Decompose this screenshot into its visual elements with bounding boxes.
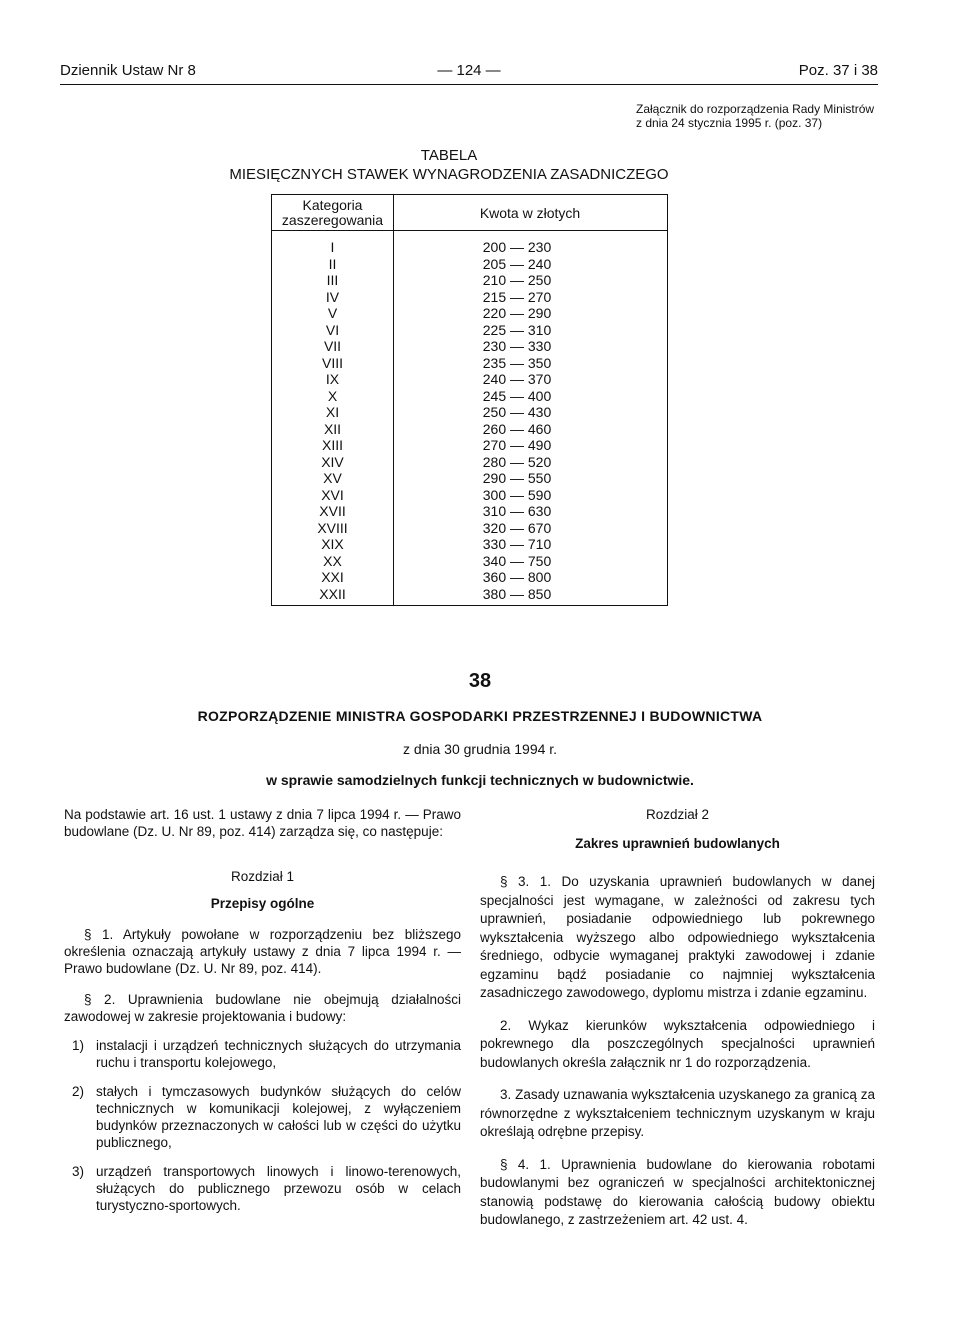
table-row [272,371,667,388]
table-row [272,239,667,256]
category-cell: IX [325,371,340,387]
category-cell: I [330,239,335,255]
wage-table [271,194,668,606]
table-row [272,404,667,421]
amount-cell: 300 — 590 [482,486,552,503]
amount-cell: 215 — 270 [482,288,552,305]
table-row [272,569,667,586]
regulation-subject: w sprawie samodzielnych funkcji technicznych w budownictwie. [266,772,694,788]
category-cell: XIII [321,437,343,453]
table-row [272,586,667,603]
table-title-line2: MIESIĘCZNYCH STAWEK WYNAGRODZENIA ZASADNICZEGO [229,166,669,183]
amount-cell: 320 — 670 [482,519,552,536]
category-cell: VII [323,338,342,354]
category-cell: X [327,387,338,404]
table-row [272,421,667,438]
header-rule [60,84,878,85]
amount-cell: 245 — 400 [482,387,552,404]
amount-cell: 200 — 230 [482,239,552,255]
list-item-number: 2) [72,1084,85,1099]
list-item [64,1037,461,1071]
table-row [272,338,667,355]
table-body [272,239,667,602]
list-item-number: 3) [72,1164,85,1179]
amount-cell: 310 — 630 [482,503,552,519]
header-category: Kategoria zaszeregowania [281,197,384,228]
paragraph-3-1: § 3. 1. Do uzyskania uprawnień budowlanych w danej specjalności jest wymagane, w zależności od zakresu tych uprawnień, posiadanie odpowiedniego lub pokrewnego wykształcenia wyższego albo odpowiedniego wykształcenia średniego, odbycie wymaganej praktyki zawodowej i zdanie egzaminu bądź posiadanie co najmniej wykształcenia zasadniczego zawodowego, dyplomu mistrza i zdanie egzaminu. [480,874,875,1000]
amount-cell: 230 — 330 [482,338,552,354]
position-numbers: Poz. 37 i 38 [798,62,878,79]
regulation-date: z dnia 30 grudnia 1994 r. [402,741,558,757]
table-row [272,503,667,520]
category-cell: XV [323,470,342,486]
table-row [272,305,667,322]
table-row [272,553,667,570]
category-cell: V [327,305,338,321]
table-row [272,536,667,553]
amount-cell: 290 — 550 [482,470,552,486]
table-title [60,146,878,184]
amount-cell: 360 — 800 [482,569,552,585]
amount-cell: 210 — 250 [482,272,552,288]
category-cell: XX [323,552,342,569]
amount-cell: 380 — 850 [482,585,552,602]
amount-cell: 220 — 290 [482,305,552,321]
category-cell: XI [325,404,340,420]
chapter-2-title: Zakres uprawnień budowlanych [575,835,780,851]
category-cell: XVIII [317,519,348,536]
journal-name: Dziennik Ustaw Nr 8 [60,62,196,79]
category-cell: VIII [321,354,343,371]
paragraph-4-1: § 4. 1. Uprawnienia budowlane do kierowania robotami budowlanymi bez ograniczeń w specjalności architektonicznej stanowią podstawę do kierowania całością budowy obiektu budowlanego, z zastrzeżeniem art. 42 ust. 4. [480,1156,875,1227]
table-title-line1: TABELA [420,147,478,164]
list-item [64,1163,461,1214]
table-row [272,256,667,273]
amount-cell: 240 — 370 [482,371,552,387]
regulation-number: 38 [468,670,492,692]
table-row [272,487,667,504]
list-item-number: 1) [72,1038,85,1053]
exclusion-list [64,1037,461,1214]
amount-cell: 260 — 460 [482,420,552,437]
right-column [480,806,875,1230]
category-cell: XVII [319,503,346,519]
table-row [272,322,667,339]
amount-cell: 340 — 750 [482,552,552,569]
amount-cell: 280 — 520 [482,453,552,470]
category-cell: XXII [319,585,346,602]
chapter-1-title: Przepisy ogólne [210,896,315,911]
list-item-text: stałych i tymczasowych budynków służących do celów technicznych w komunikacji kolejowej, z wyłączeniem budynków przeznaczonych w całości lub w części do użytku publicznego, [96,1084,461,1150]
paragraph-1: § 1. Artykuły powołane w rozporządzeniu bez bliższego określenia oznaczają artykuły ustawy z dnia 7 lipca 1994 r. — Prawo budowlane (Dz. U. Nr 89, poz. 414). [64,927,461,976]
category-cell: II [328,255,337,272]
table-row [272,388,667,405]
table-row [272,470,667,487]
table-row [272,454,667,471]
annex-note: Załącznik do rozporządzenia Rady Ministrów z dnia 24 stycznia 1995 r. (poz. 37) [636,102,875,130]
paragraph-3-2: 2. Wykaz kierunków wykształcenia odpowiedniego i pokrewnego dla poszczególnych specjalności uprawnień budowlanych określa załącznik nr 1 do rozporządzenia. [480,1017,875,1070]
table-row [272,355,667,372]
category-cell: XXI [321,569,344,585]
category-cell: VI [325,321,340,338]
table-row [272,520,667,537]
amount-cell: 205 — 240 [482,255,552,272]
regulation-title: ROZPORZĄDZENIE MINISTRA GOSPODARKI PRZESTRZENNEJ I BUDOWNICTWA [197,708,763,724]
list-item [64,1083,461,1151]
header-amount: Kwota w złotych [479,205,581,221]
chapter-2-heading: Rozdział 2 [645,807,710,822]
category-cell: IV [325,288,340,305]
list-item-text: instalacji i urządzeń technicznych służących do utrzymania ruchu i transportu kolejowego, [96,1038,461,1070]
category-cell: III [326,272,339,288]
amount-cell: 330 — 710 [482,536,552,552]
table-header [272,195,667,231]
amount-cell: 225 — 310 [482,321,552,338]
left-column [64,806,461,1214]
amount-cell: 250 — 430 [482,404,552,420]
page-number: — 124 — [437,62,501,79]
category-cell: XII [323,420,342,437]
amount-cell: 235 — 350 [482,354,552,371]
category-cell: XVI [321,486,344,503]
amount-cell: 270 — 490 [482,437,552,453]
preamble: Na podstawie art. 16 ust. 1 ustawy z dnia 7 lipca 1994 r. — Prawo budowlane (Dz. U. Nr 89, poz. 414) zarządza się, co następuje: [64,807,461,839]
chapter-1-heading: Rozdział 1 [230,869,295,884]
category-cell: XIV [321,453,344,470]
table-row [272,272,667,289]
category-cell: XIX [321,536,344,552]
paragraph-3-3: 3. Zasady uznawania wykształcenia uzyskanego za granicą za równorzędne z wykształceniem technicznym uzyskanym w kraju określają odrębne przepisy. [480,1087,875,1139]
table-row [272,437,667,454]
paragraph-2: § 2. Uprawnienia budowlane nie obejmują działalności zawodowej w zakresie projektowania i budowy: [64,992,461,1024]
list-item-text: urządzeń transportowych linowych i linowo-terenowych, służących do publicznego przewozu osób w celach turystyczno-sportowych. [96,1164,461,1213]
table-row [272,289,667,306]
